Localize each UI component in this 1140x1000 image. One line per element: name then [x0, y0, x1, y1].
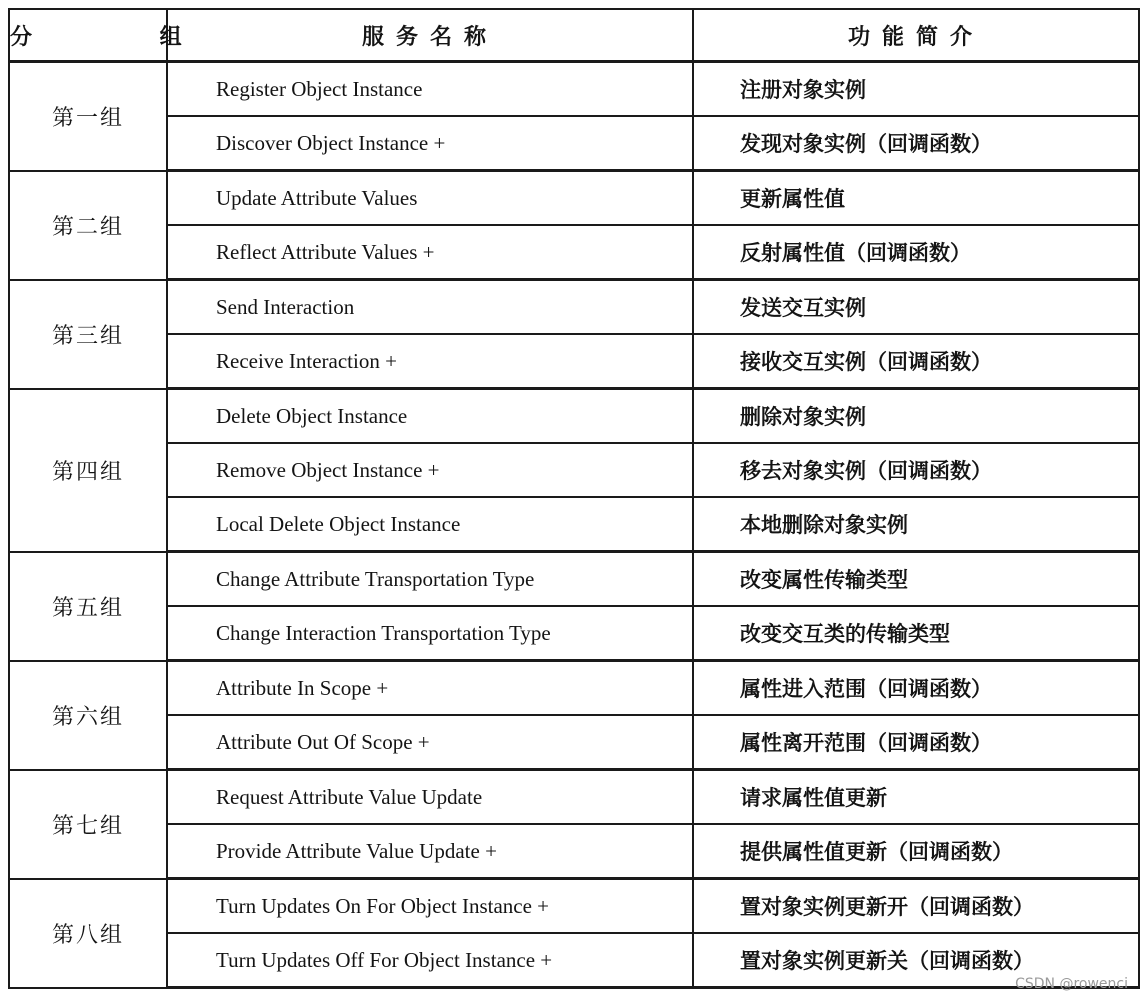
group-label: 第三组: [9, 280, 167, 389]
service-name: Remove Object Instance +: [167, 443, 693, 497]
table-row: [9, 879, 1139, 934]
table-row: [9, 606, 1139, 661]
service-name: Reflect Attribute Values +: [167, 225, 693, 280]
table-row: [9, 770, 1139, 825]
header-row: [9, 9, 1139, 62]
service-name: Attribute Out Of Scope +: [167, 715, 693, 770]
table-row: [9, 824, 1139, 879]
table-row: [9, 552, 1139, 607]
service-name: Receive Interaction +: [167, 334, 693, 389]
table-row: [9, 171, 1139, 226]
service-name: Update Attribute Values: [167, 171, 693, 226]
header-group: 分 组: [9, 9, 167, 62]
table-row: [9, 443, 1139, 497]
service-description: 更新属性值: [693, 171, 1139, 226]
service-name: Send Interaction: [167, 280, 693, 335]
service-name: Discover Object Instance +: [167, 116, 693, 171]
service-description: 改变属性传输类型: [693, 552, 1139, 607]
service-description: 本地删除对象实例: [693, 497, 1139, 552]
service-description: 接收交互实例（回调函数）: [693, 334, 1139, 389]
group-label: 第五组: [9, 552, 167, 661]
service-description: 提供属性值更新（回调函数）: [693, 824, 1139, 879]
group-label: 第八组: [9, 879, 167, 988]
service-description: 反射属性值（回调函数）: [693, 225, 1139, 280]
table-row: [9, 334, 1139, 389]
services-table: [8, 8, 1140, 989]
service-description: 删除对象实例: [693, 389, 1139, 444]
service-description: 属性离开范围（回调函数）: [693, 715, 1139, 770]
table-row: [9, 280, 1139, 335]
service-name: Register Object Instance: [167, 62, 693, 117]
table-row: [9, 389, 1139, 444]
service-name: Delete Object Instance: [167, 389, 693, 444]
group-label: 第二组: [9, 171, 167, 280]
service-description: 发送交互实例: [693, 280, 1139, 335]
service-description: 请求属性值更新: [693, 770, 1139, 825]
table-row: [9, 661, 1139, 716]
table-row: [9, 116, 1139, 171]
header-service-name: 服务名称: [167, 9, 693, 62]
table-row: [9, 715, 1139, 770]
table-row: [9, 933, 1139, 988]
service-description: 置对象实例更新关（回调函数）: [693, 933, 1139, 988]
service-name: Attribute In Scope +: [167, 661, 693, 716]
service-name: Turn Updates Off For Object Instance +: [167, 933, 693, 988]
service-name: Turn Updates On For Object Instance +: [167, 879, 693, 934]
service-description: 改变交互类的传输类型: [693, 606, 1139, 661]
service-description: 属性进入范围（回调函数）: [693, 661, 1139, 716]
group-label: 第四组: [9, 389, 167, 552]
table-body: [9, 62, 1139, 988]
service-name: Local Delete Object Instance: [167, 497, 693, 552]
group-label: 第七组: [9, 770, 167, 879]
service-name: Provide Attribute Value Update +: [167, 824, 693, 879]
watermark: CSDN @rowenci: [1015, 976, 1128, 992]
header-description: 功能简介: [693, 9, 1139, 62]
table-row: [9, 62, 1139, 117]
service-description: 移去对象实例（回调函数）: [693, 443, 1139, 497]
service-description: 注册对象实例: [693, 62, 1139, 117]
service-description: 发现对象实例（回调函数）: [693, 116, 1139, 171]
service-name: Change Interaction Transportation Type: [167, 606, 693, 661]
table-row: [9, 497, 1139, 552]
group-label: 第一组: [9, 62, 167, 171]
service-description: 置对象实例更新开（回调函数）: [693, 879, 1139, 934]
group-label: 第六组: [9, 661, 167, 770]
service-name: Change Attribute Transportation Type: [167, 552, 693, 607]
table-row: [9, 225, 1139, 280]
service-name: Request Attribute Value Update: [167, 770, 693, 825]
